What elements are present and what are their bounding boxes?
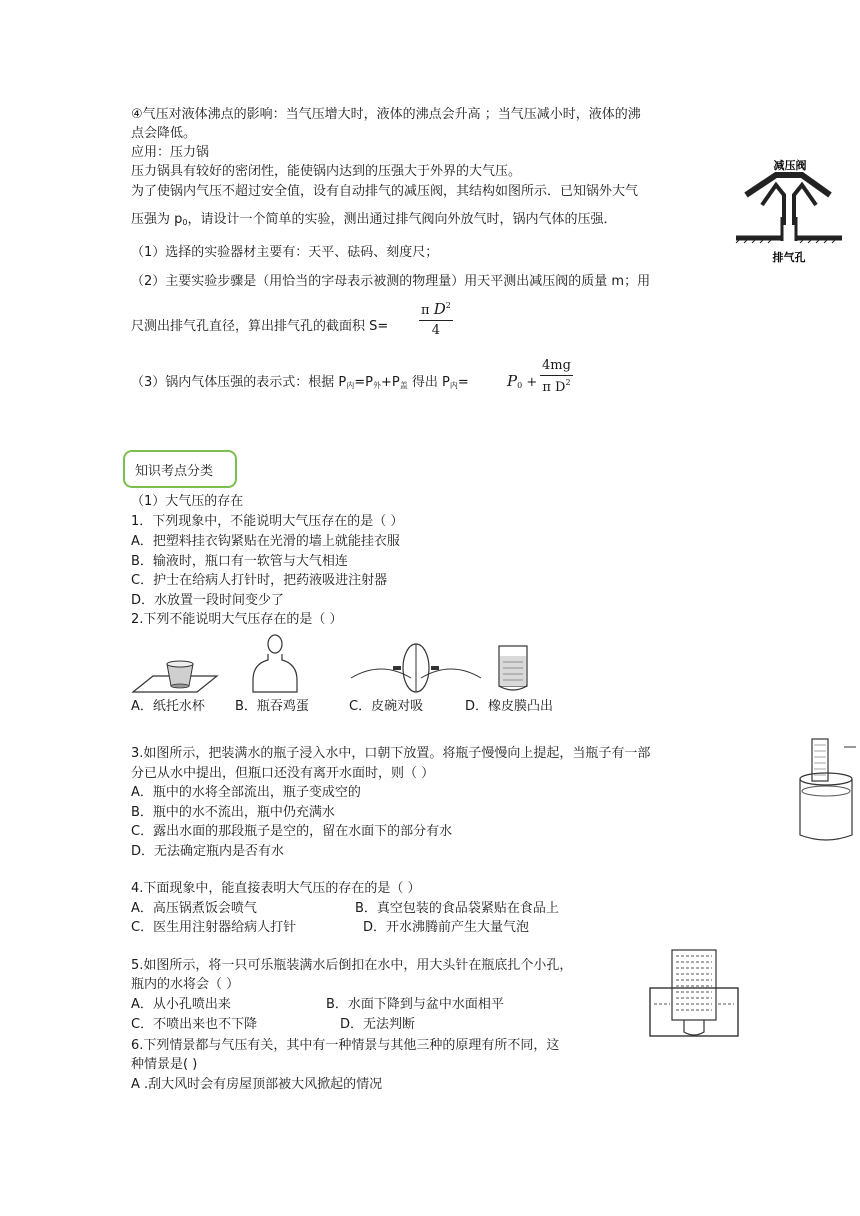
q1-option-d: D．水放置一段时间变少了 xyxy=(131,593,285,608)
valve-label: 减压阀 xyxy=(773,159,807,172)
p0-subscript: 0 xyxy=(182,218,188,227)
q6-option-a: A .刮大风时会有房屋顶部被大风掀起的情况 xyxy=(131,1077,383,1092)
plus-sign: + xyxy=(526,375,538,390)
q2-figures xyxy=(131,630,551,700)
bottle-egg-figure xyxy=(253,635,297,692)
sub-in: 内 xyxy=(346,381,355,390)
intro-line-6b: ，请设计一个简单的实验，测出通过排气阀向外放气时，锅内气体的压强． xyxy=(187,212,617,227)
step-3-b: =P xyxy=(354,375,373,390)
q5-option-d: D．无法判断 xyxy=(340,1017,416,1032)
suction-cups-figure xyxy=(351,644,481,692)
q6-line-1: 6.下列情景都与气压有关，其中有一种情景与其他三种的原理有所不同，这 xyxy=(131,1038,560,1053)
q2-stem: 2.下列不能说明大气压存在的是（ ） xyxy=(131,612,343,627)
step-1: （1）选择的实验器材主要有：天平、砝码、刻度尺； xyxy=(131,245,439,260)
q4-stem: 4.下面现象中，能直接表明大气压的存在的是（ ） xyxy=(131,881,421,896)
step-3-e: = xyxy=(457,375,469,390)
sub-in-2: 内 xyxy=(449,381,458,390)
q1-option-c: C．护士在给病人打针时，把药液吸进注射器 xyxy=(131,573,388,588)
q4-option-a: A．高压锅煮饭会喷气 xyxy=(131,901,257,916)
denominator: 4 xyxy=(431,323,441,338)
q4-option-b: B．真空包装的食品袋紧贴在食品上 xyxy=(355,901,559,916)
pressure-fraction xyxy=(540,358,573,395)
section-tag-label: 知识考点分类 xyxy=(135,463,214,479)
sub-out: 外 xyxy=(372,381,381,390)
q4-option-c: C．医生用注射器给病人打针 xyxy=(131,920,297,935)
numerator-4mg: 4mg xyxy=(540,358,573,376)
q2-option-a: A．纸托水杯 xyxy=(131,699,205,714)
intro-line-4: 压力锅具有较好的密闭性，能使锅内达到的压强大于外界的大气压。 xyxy=(131,164,522,179)
intro-line-2: 点会降低。 xyxy=(131,126,197,141)
intro-line-6 xyxy=(131,211,617,232)
subsection-title: （1）大气压的存在 xyxy=(131,494,244,509)
intro-line-1: ④气压对液体沸点的影响：当气压增大时，液体的沸点会升高 ；当气压减小时，液体的沸 xyxy=(131,107,641,122)
area-fraction xyxy=(419,300,453,338)
denominator-pid: π D xyxy=(542,380,566,395)
p0-term xyxy=(507,372,537,395)
q3-bottle-in-water-figure xyxy=(796,735,856,845)
rubber-membrane-figure xyxy=(499,646,527,690)
q5-line-1: 5.如图所示，将一只可乐瓶装满水后倒扣在水中，用大头针在瓶底扎个小孔， xyxy=(131,958,573,973)
diameter-symbol: D xyxy=(433,300,446,318)
section-tag xyxy=(123,450,237,488)
q5-option-b: B．水面下降到与盆中水面相平 xyxy=(326,997,504,1012)
p0-sub: 0 xyxy=(517,381,523,390)
q5-line-2: 瓶内的水将会（ ） xyxy=(131,977,240,992)
intro-line-5: 为了使锅内气压不超过安全值，设有自动排气的减压阀，其结构如图所示．已知锅外大气 xyxy=(131,184,639,199)
exponent-2: 2 xyxy=(565,378,571,387)
paper-cup-figure xyxy=(133,661,217,692)
q3-option-c: C．露出水面的那段瓶子是空的，留在水面下的部分有水 xyxy=(131,824,453,839)
q1-option-b: B．输液时，瓶口有一软管与大气相连 xyxy=(131,554,348,569)
step-2: （2）主要实验步骤是（用恰当的字母表示被测的物理量）用天平测出减压阀的质量 m；用 xyxy=(131,274,651,289)
q2-option-b: B．瓶吞鸡蛋 xyxy=(235,699,309,714)
p0-symbol: P xyxy=(507,372,518,390)
q3-option-d: D．无法确定瓶内是否有水 xyxy=(131,844,285,859)
q1-stem: 1．下列现象中，不能说明大气压存在的是（ ） xyxy=(131,514,404,529)
q3-option-a: A．瓶中的水将全部流出，瓶子变成空的 xyxy=(131,785,361,800)
sub-lid: 盖 xyxy=(399,381,408,390)
q3-option-b: B．瓶中的水不流出，瓶中仍充满水 xyxy=(131,805,335,820)
step-3 xyxy=(131,374,469,395)
q2-option-c: C．皮碗对吸 xyxy=(349,699,424,714)
intro-line-3: 应用：压力锅 xyxy=(131,145,210,160)
q1-option-a: A．把塑料挂衣钩紧贴在光滑的墙上就能挂衣服 xyxy=(131,534,400,549)
q5-inverted-bottle-figure xyxy=(648,948,740,1038)
q6-line-2: 种情景是( ) xyxy=(131,1057,198,1072)
exponent: 2 xyxy=(445,301,451,310)
step-3-a: （3）锅内气体压强的表示式：根据 P xyxy=(131,375,347,390)
q5-option-a: A．从小孔喷出来 xyxy=(131,997,231,1012)
pi-symbol: π xyxy=(421,303,430,318)
q2-option-d: D．橡皮膜凸出 xyxy=(465,699,554,714)
step-3-c: +P xyxy=(380,375,400,390)
intro-line-6a: 压强为 p xyxy=(131,212,183,227)
pressure-valve-diagram xyxy=(732,155,844,267)
q3-line-1: 3.如图所示，把装满水的瓶子浸入水中，口朝下放置。将瓶子慢慢向上提起，当瓶子有一部 xyxy=(131,746,651,761)
exhaust-label: 排气孔 xyxy=(772,251,806,264)
q4-option-d: D．开水沸腾前产生大量气泡 xyxy=(363,920,530,935)
step-3-d: 得出 P xyxy=(407,375,450,390)
q5-option-c: C．不喷出来也不下降 xyxy=(131,1017,258,1032)
q3-line-2: 分已从水中提出，但瓶口还没有离开水面时，则（ ） xyxy=(131,766,435,781)
step-2-cont: 尺测出排气孔直径，算出排气孔的截面积 S= xyxy=(131,319,389,334)
